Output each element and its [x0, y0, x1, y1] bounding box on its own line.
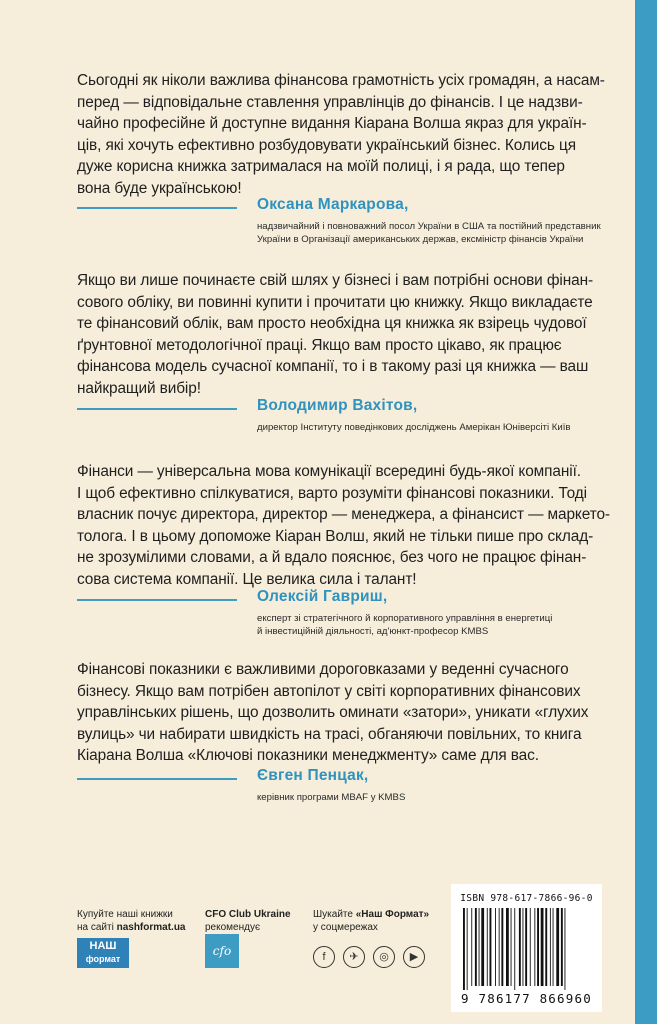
cfo-club-name: CFO Club Ukraine: [205, 909, 291, 920]
quote-line: перед — відповідальне ставлення управлінців до фінансів. І це надзви-: [77, 93, 583, 111]
barcode-bar: [519, 908, 521, 986]
quote-line: чайно професійне й доступне видання Кіарана Волша якраз для україн-: [77, 115, 587, 133]
cfo-recommends: рекомендує: [205, 922, 261, 933]
barcode-bar: [530, 908, 531, 986]
social-prefix: Шукайте: [313, 909, 356, 920]
role-line: керівник програми MBAF у KMBS: [257, 792, 406, 803]
facebook-icon[interactable]: f: [313, 946, 335, 968]
quote-line: ців, які хочуть ефективно розбудовувати український бізнес. Колись ця: [77, 136, 576, 154]
quote-line: І щоб ефективно спілкуватися, варто розуміти фінансові показники. Тоді: [77, 484, 587, 502]
quote-block-2: [77, 270, 617, 400]
author-role-4: [257, 791, 617, 804]
author-divider: [77, 207, 237, 209]
barcode-bar: [490, 908, 492, 986]
buy-books-text: [77, 908, 186, 934]
quote-line: Фінансові показники є важливими дороговказами у веденні сучасного: [77, 661, 569, 678]
barcode-bar: [553, 908, 554, 986]
barcode-bar: [550, 908, 551, 986]
barcode-bar: [541, 908, 544, 986]
quote-line: толога. І в цьому допоможе Кіаран Волш, який не тільки пише про склад-: [77, 527, 594, 545]
barcode-bar: [495, 908, 496, 986]
barcode-bar: [561, 908, 563, 986]
telegram-icon[interactable]: ✈: [343, 946, 365, 968]
author-role-2: [257, 421, 617, 434]
author-name-2: Володимир Вахітов,: [257, 397, 418, 414]
nash-format-logo: [77, 938, 129, 968]
barcode-bar: [471, 908, 472, 986]
quote-text-1: [77, 70, 617, 200]
book-spine-edge: [635, 0, 657, 1024]
social-text: [313, 908, 429, 934]
quote-block-3: [77, 461, 617, 591]
barcode-bar: [537, 908, 539, 986]
role-line: й інвестиційній діяльності, ад'юнкт-професор KMBS: [257, 626, 489, 638]
barcode-bar: [467, 908, 468, 990]
logo-text: формат: [85, 954, 121, 964]
quote-line: те фінансовий облік, вам просто необхідна ця книжка як взірець чудової: [77, 315, 587, 333]
quote-block-4: [77, 659, 617, 767]
barcode-bar: [506, 908, 509, 986]
quote-line: не зрозумілими словами, а й вдало пояснює, без чого не працює фінан-: [77, 549, 587, 567]
quote-line: сова система компанії. Це велика сила і талант!: [77, 570, 417, 588]
buy-line: Купуйте наші книжки: [77, 909, 173, 920]
social-brand: «Наш Формат»: [355, 909, 430, 920]
quote-line: Фінанси — універсальна мова комунікації всередині будь-якої компанії.: [77, 463, 581, 480]
isbn-label: ISBN 978-617-7866-96-0: [460, 893, 593, 904]
instagram-icon[interactable]: ◎: [373, 946, 395, 968]
quote-line: дуже корисна книжка затрималася на моїй полиці, і я рада, що тепер: [77, 158, 565, 176]
quote-line: вулиць» чи набирати швидкість на трасі, обганяючи повільних, то книга: [77, 725, 582, 743]
quote-line: Якщо ви лише починаєте свій шлях у бізнесі і вам потрібні основи фінан-: [77, 272, 594, 289]
quote-line: найкращий вибір!: [77, 379, 201, 397]
role-line: надзвичайний і повноважний посол України в США та постійний представник: [257, 221, 601, 232]
role-line: України в Організації американських держав, ексміністр фінансів України: [257, 234, 584, 246]
barcode-bar: [523, 908, 524, 986]
role-line: експерт зі стратегічного й корпоративного управління в енергетиці: [257, 613, 553, 624]
barcode-bar: [479, 908, 480, 986]
author-name-3: Олексій Гавриш,: [257, 588, 388, 605]
barcode: [461, 908, 592, 990]
author-name-4: Євген Пенцак,: [257, 767, 369, 784]
barcode-bar: [487, 908, 488, 986]
youtube-icon[interactable]: ▶: [403, 946, 425, 968]
author-role-1: [257, 220, 617, 246]
barcode-bar: [499, 908, 500, 986]
author-divider: [77, 599, 237, 601]
quote-line: Кіарана Волша «Ключові показники менеджменту» саме для вас.: [77, 747, 539, 765]
barcode-bar: [481, 908, 484, 986]
barcode-bar: [463, 908, 465, 990]
quote-text-2: [77, 270, 617, 400]
author-role-3: [257, 612, 617, 638]
logo-text: НАШ: [89, 940, 117, 952]
social-icons: [313, 946, 433, 968]
quote-block-1: [77, 70, 617, 200]
quote-line: фінансова модель сучасної компанії, то і в такому разі ця книжка — ваш: [77, 358, 589, 376]
role-line: директор Інституту поведінкових досліджень Амерікан Юніверсіті Київ: [257, 422, 571, 433]
author-name-1: Оксана Маркарова,: [257, 196, 409, 213]
quote-line: управлінських рішень, що дозволить оминати «затори», уникати «глухих: [77, 704, 589, 722]
barcode-bar: [475, 908, 477, 986]
barcode-bar: [545, 908, 547, 986]
publisher-site-link[interactable]: nashformat.ua: [116, 922, 186, 933]
author-divider: [77, 778, 237, 780]
cfo-club-logo: cfo: [205, 934, 239, 968]
quote-line: власник почує директора, директор — менеджера, а фінансист — маркето-: [77, 506, 610, 524]
quote-line: Сьогодні як ніколи важлива фінансова грамотність усіх громадян, а насам-: [77, 72, 605, 89]
cfo-club-text: [205, 908, 291, 934]
barcode-bar: [514, 908, 515, 990]
barcode-bar: [565, 908, 566, 990]
quote-line: бізнесу. Якщо вам потрібен автопілот у світі корпоративних фінансових: [77, 682, 581, 700]
barcode-bar: [556, 908, 559, 986]
quote-line: вона буде українською!: [77, 179, 242, 197]
barcode-bar: [501, 908, 503, 986]
barcode-bar: [534, 908, 535, 986]
quote-text-4: [77, 659, 617, 767]
quote-text-3: [77, 461, 617, 591]
isbn-barcode-box: [451, 884, 602, 1012]
barcode-bar: [511, 908, 512, 986]
social-line: у соцмережах: [313, 922, 378, 933]
author-divider: [77, 408, 237, 410]
quote-line: сового обліку, ви повинні купити і прочитати цю книжку. Якщо викладаєте: [77, 293, 593, 311]
ean-number: 9 786177 866960: [461, 991, 592, 1006]
quote-line: ґрунтовної методологічної праці. Якщо вам просто цікаво, як працює: [77, 336, 562, 354]
barcode-bar: [525, 908, 527, 986]
buy-line-prefix: на сайті: [77, 922, 117, 933]
